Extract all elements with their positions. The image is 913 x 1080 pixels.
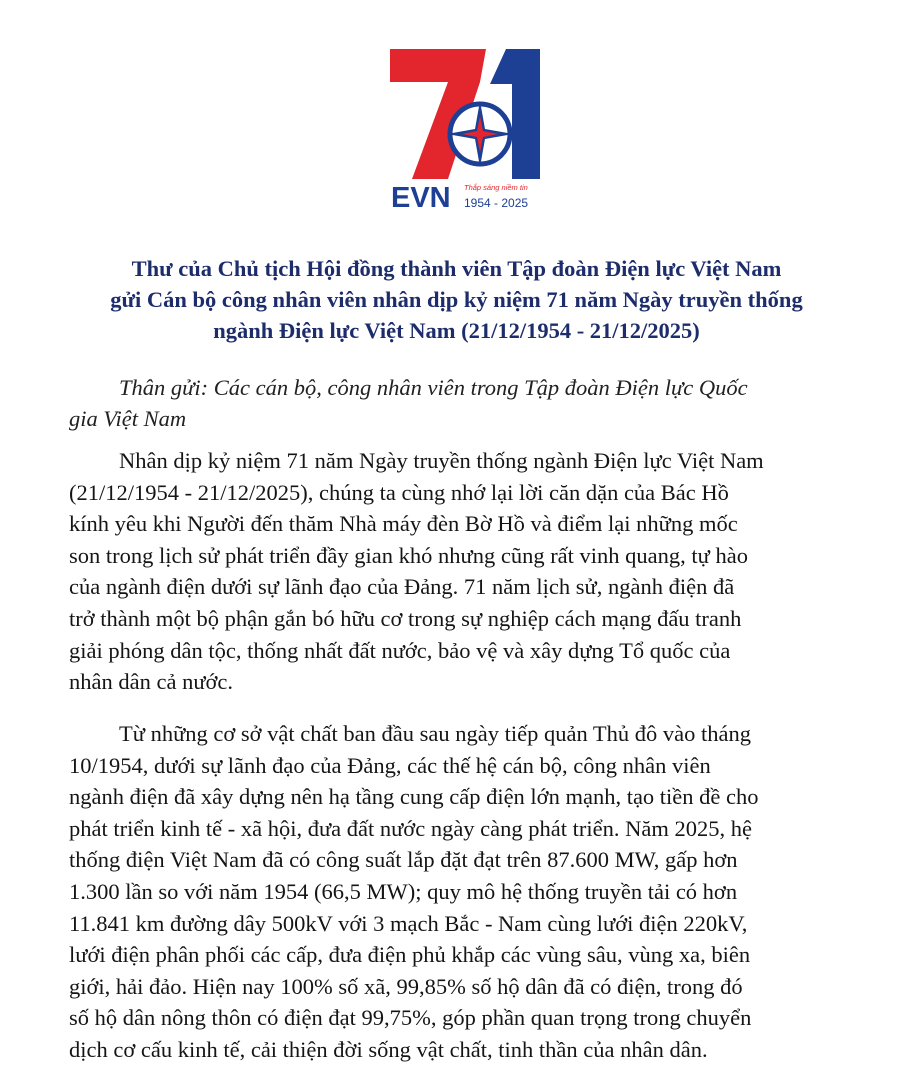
paragraph-line: số hộ dân nông thôn có điện đạt 99,75%, góp phần quan trọng trong chuyển	[69, 1005, 752, 1031]
paragraph-line: Nhân dịp kỷ niệm 71 năm Ngày truyền thống ngành Điện lực Việt Nam	[119, 448, 764, 473]
greeting	[69, 372, 869, 434]
title-line: gửi Cán bộ công nhân viên nhân dịp kỷ niệm 71 năm Ngày truyền thống	[110, 287, 803, 312]
paragraph-1	[69, 445, 869, 698]
paragraph-line: nhân dân cả nước.	[69, 669, 234, 695]
title-line: Thư của Chủ tịch Hội đồng thành viên Tập đoàn Điện lực Việt Nam	[131, 256, 782, 281]
paragraph-2	[69, 718, 869, 1066]
paragraph-line: giới, hải đảo. Hiện nay 100% số xã, 99,85% số hộ dân đã có điện, trong đó	[69, 973, 743, 999]
paragraph-line: thống điện Việt Nam đã có công suất lắp đặt đạt trên 87.600 MW, gấp hơn	[69, 847, 738, 873]
logo-slogan: Thắp sáng niềm tin	[464, 183, 528, 192]
paragraph-line: 1.300 lần so với năm 1954 (66,5 MW); quy mô hệ thống truyền tải có hơn	[69, 878, 738, 904]
evn-71-logo-graphic	[388, 44, 548, 212]
paragraph-line: kính yêu khi Người đến thăm Nhà máy đèn Bờ Hồ và điểm lại những mốc	[69, 511, 738, 537]
paragraph-line: dịch cơ cấu kinh tế, cải thiện đời sống vật chất, tinh thần của nhân dân.	[69, 1036, 708, 1062]
greeting-line: gia Việt Nam	[69, 406, 187, 431]
paragraph-line: của ngành điện dưới sự lãnh đạo của Đảng. 71 năm lịch sử, ngành điện đã	[69, 574, 735, 600]
title-line: ngành Điện lực Việt Nam (21/12/1954 - 21/12/2025)	[213, 318, 700, 343]
paragraph-line: phát triển kinh tế - xã hội, đưa đất nước ngày càng phát triển. Năm 2025, hệ	[69, 815, 752, 841]
paragraph-line: ngành điện đã xây dựng nên hạ tầng cung cấp điện lớn mạnh, tạo tiền đề cho	[69, 784, 759, 810]
paragraph-line: 11.841 km đường dây 500kV với 3 mạch Bắc - Nam cùng lưới điện 220kV,	[69, 910, 748, 936]
letter-title	[20, 253, 893, 346]
logo-brand: EVN	[391, 182, 451, 212]
paragraph-line: Từ những cơ sở vật chất ban đầu sau ngày tiếp quản Thủ đô vào tháng	[119, 721, 751, 746]
paragraph-line: (21/12/1954 - 21/12/2025), chúng ta cùng nhớ lại lời căn dặn của Bác Hồ	[69, 479, 729, 505]
evn-71-logo	[388, 44, 548, 212]
paragraph-line: son trong lịch sử phát triển đầy gian khó nhưng cũng rất vinh quang, tự hào	[69, 542, 748, 568]
paragraph-line: lưới điện phân phối các cấp, đưa điện phủ khắp các vùng sâu, vùng xa, biên	[69, 942, 751, 968]
paragraph-line: 10/1954, dưới sự lãnh đạo của Đảng, các thế hệ cán bộ, công nhân viên	[69, 752, 711, 778]
paragraph-line: trở thành một bộ phận gắn bó hữu cơ trong sự nghiệp cách mạng đấu tranh	[69, 605, 742, 631]
logo-years: 1954 - 2025	[464, 196, 529, 210]
greeting-line: Thân gửi: Các cán bộ, công nhân viên trong Tập đoàn Điện lực Quốc	[119, 375, 748, 400]
paragraph-line: giải phóng dân tộc, thống nhất đất nước, bảo vệ và xây dựng Tổ quốc của	[69, 637, 731, 663]
